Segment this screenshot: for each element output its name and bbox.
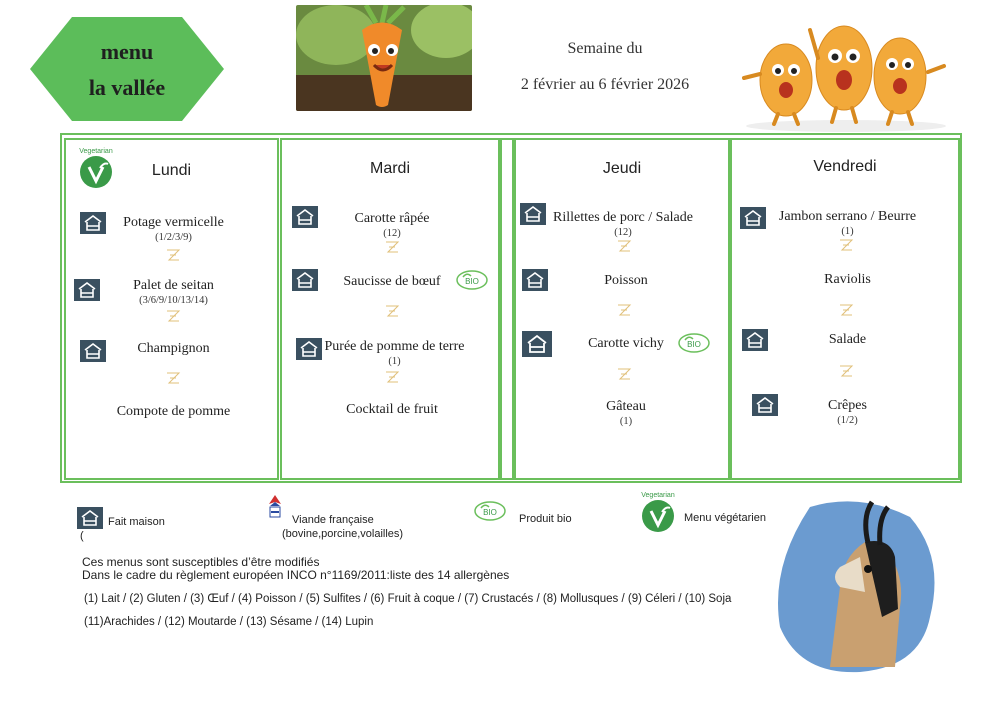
svg-text:BIO: BIO — [687, 340, 701, 349]
vegetarian-badge-label: Vegetarian — [79, 148, 113, 155]
homemade-icon — [77, 507, 103, 529]
legend-vegetarien: Menu végétarien — [684, 512, 766, 524]
logo-line-vallee: la vallée — [88, 75, 166, 100]
legend-viande: Viande française — [292, 514, 374, 526]
notes-line1: Ces menus sont susceptibles d’être modifiés — [82, 555, 320, 569]
legend-viande-detail: (bovine,porcine,volailles) — [282, 528, 404, 540]
chamois-illustration — [770, 497, 952, 677]
homemade-icon — [80, 212, 106, 234]
day-name: Mardi — [369, 160, 410, 177]
notes-line2: Dans le cadre du règlement européen INCO n°1169/2011:liste des 14 allergènes — [82, 568, 510, 582]
dish: Cocktail de fruit — [346, 402, 438, 417]
day-column-mardi — [280, 138, 500, 480]
svg-text:BIO: BIO — [483, 508, 497, 517]
carrot-illustration — [296, 5, 472, 111]
ornament-icon — [616, 303, 632, 317]
dish: Saucisse de bœuf — [343, 274, 441, 289]
allergens-list-line1: (1) Lait / (2) Gluten / (3) Œuf / (4) Poisson / (5) Sulfites / (6) Fruit à coque / (7) Crustacés / (8) Mollusques / (9) Céleri / (10) Soja — [84, 593, 732, 605]
ornament-icon — [616, 367, 632, 381]
week-range: 2 février au 6 février 2026 — [520, 76, 690, 93]
homemade-icon — [292, 206, 318, 228]
dish: Carotte râpée (12) — [354, 211, 430, 239]
dish: Compote de pomme — [116, 404, 231, 419]
ornament-icon — [384, 370, 400, 384]
week-info — [500, 40, 710, 112]
homemade-icon — [742, 329, 768, 351]
homemade-icon — [752, 394, 778, 416]
menu-logo — [30, 15, 224, 123]
dish: Rillettes de porc / Salade (12) — [553, 210, 693, 238]
ornament-icon — [384, 240, 400, 254]
dish: Potage vermicelle (1/2/3/9) — [123, 215, 224, 243]
dish: Jambon serrano / Beurre (1) — [778, 209, 917, 237]
ornament-icon — [616, 239, 632, 253]
bio-badge — [677, 332, 711, 359]
day-column-lundi — [64, 138, 279, 480]
day-column-vendredi — [730, 138, 960, 480]
homemade-icon — [740, 207, 766, 229]
dish: Gâteau (1) — [606, 399, 646, 427]
legend-fait-maison-extra: ( — [80, 530, 84, 542]
ornament-icon — [838, 303, 854, 317]
homemade-icon — [520, 203, 546, 225]
allergens-list-line2: (11)Arachides / (12) Moutarde / (13) Sésame / (14) Lupin — [84, 616, 374, 628]
dish: Crêpes (1/2) — [828, 398, 867, 426]
vegetarian-badge — [638, 494, 678, 534]
logo-line-menu: menu — [100, 39, 154, 64]
week-label: Semaine du — [567, 40, 643, 57]
dish: Poisson — [604, 273, 648, 288]
ornament-icon — [165, 248, 181, 262]
ornament-icon — [838, 238, 854, 252]
dish: Carotte vichy — [588, 336, 664, 351]
spacer-column — [500, 138, 514, 480]
day-name: Lundi — [151, 162, 192, 179]
dish: Champignon — [137, 341, 210, 356]
dish: Raviolis — [824, 272, 871, 287]
ornament-icon — [384, 304, 400, 318]
bio-badge — [455, 269, 489, 296]
homemade-icon — [522, 269, 548, 291]
ornament-icon — [838, 364, 854, 378]
dish: Salade — [828, 332, 867, 347]
dish: Palet de seitan (3/6/9/10/13/14) — [133, 278, 214, 306]
vegetarian-badge-label: Vegetarian — [641, 492, 675, 499]
day-name: Vendredi — [813, 158, 877, 175]
ornament-icon — [165, 371, 181, 385]
legend-fait-maison: Fait maison — [108, 516, 165, 528]
homemade-icon — [292, 269, 318, 291]
legend-bio: Produit bio — [519, 513, 572, 525]
day-column-jeudi — [514, 138, 730, 480]
bio-badge — [473, 500, 507, 527]
homemade-icon — [80, 340, 106, 362]
svg-text:BIO: BIO — [465, 277, 479, 286]
homemade-icon — [74, 279, 100, 301]
homemade-icon — [522, 331, 548, 353]
homemade-icon — [296, 338, 322, 360]
day-name: Jeudi — [602, 160, 642, 177]
french-meat-icon — [267, 494, 283, 520]
dish: Purée de pomme de terre (1) — [324, 339, 465, 367]
potatoes-illustration — [738, 18, 953, 133]
ornament-icon — [165, 309, 181, 323]
